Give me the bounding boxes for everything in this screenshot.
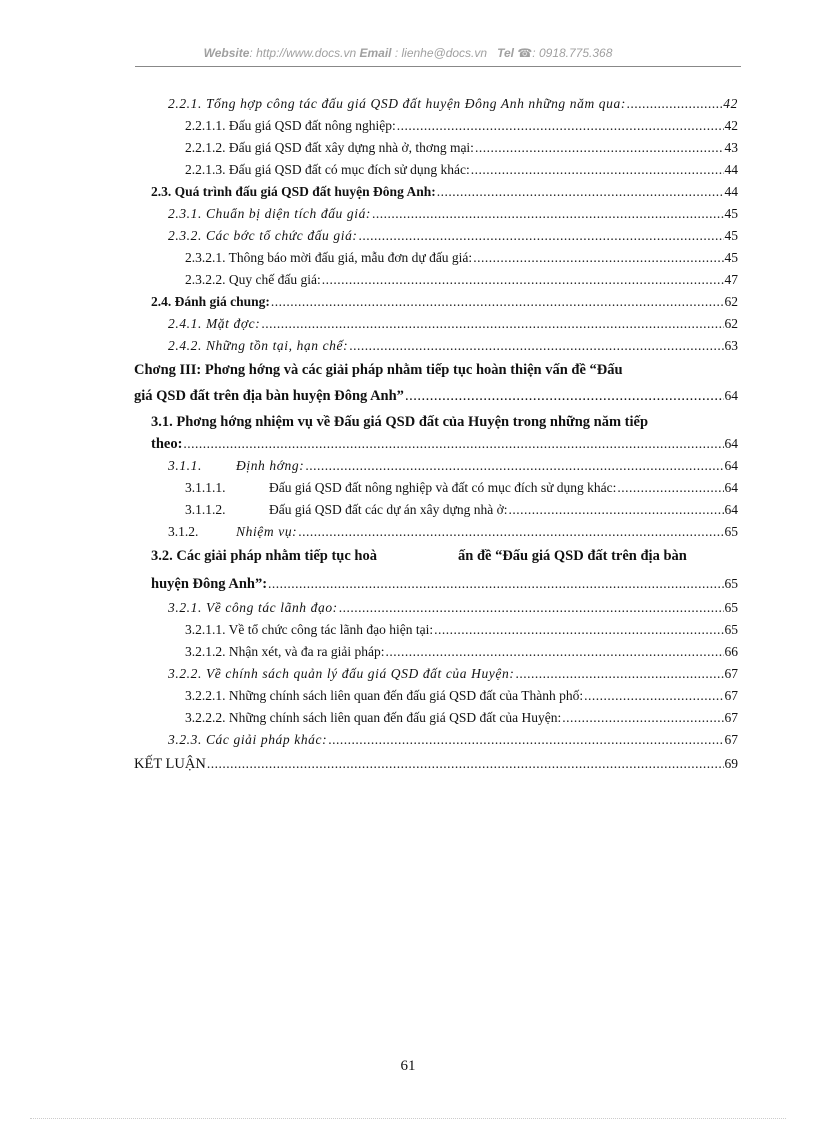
toc-entry: giá QSD đất trên địa bàn huyện Đông Anh” ..... 64 [134,388,738,405]
toc-entry: KẾT LUẬN ..... 69 [134,756,738,773]
tel-value: : 0918.775.368 [532,46,613,60]
toc-entry: 2.4. Đánh giá chung: ..... 62 [151,294,738,310]
toc-entry: 2.3. Quá trình đấu giá QSD đất huyện Đông Anh: ..... 44 [151,184,738,200]
toc-section-line1: 3.2. Các giải pháp nhằm tiếp tục hoà [151,548,377,564]
toc-entry: theo: ..... 64 [151,436,738,453]
toc-entry: huyện Đông Anh”: ..... 65 [151,576,738,593]
toc-section-line1: 3.1. Phơng hớng nhiệm vụ về Đấu giá QSD đất của Huyện trong những năm tiếp [151,414,649,430]
toc-entry: 2.3.2.2. Quy chế đấu giá: ..... 47 [185,272,738,288]
toc-entry: 3.2.1.1. Về tổ chức công tác lãnh đạo hiện tại: ..... 65 [185,622,738,638]
toc-entry: 3.2.2. Về chính sách quản lý đấu giá QSD đất của Huyện: ..... 67 [168,666,738,682]
website-value: : http://www.docs.vn [249,46,357,60]
toc-entry: 3.2.3. Các giải pháp khác: ..... 67 [168,732,738,748]
toc-entry: 3.2.1.2. Nhận xét, và đa ra giải pháp: ..... 66 [185,644,738,660]
toc-entry: 2.4.1. Mặt đợc: ..... 62 [168,316,738,332]
footer-rule [30,1118,786,1119]
toc-entry: 2.3.2. Các bớc tổ chức đấu giá: ..... 45 [168,228,738,244]
toc-chapter-line1: Chơng III: Phơng hớng và các giải pháp nhằm tiếp tục hoàn thiện vấn đề “Đấu [134,362,623,378]
email-label: Email [359,46,392,60]
toc-section-line1-cont: ấn đề “Đấu giá QSD đất trên địa bàn [458,548,687,564]
toc-entry: 3.1.1. Định hớng: ..... 64 [168,458,738,474]
toc-entry: 3.2.2.1. Những chính sách liên quan đến đấu giá QSD đất của Thành phố: ..... 67 [185,688,738,704]
toc-entry: 2.2.1.3. Đấu giá QSD đất có mục đích sử dụng khác: ..... 44 [185,162,738,178]
toc-entry: 2.2.1.2. Đấu giá QSD đất xây dựng nhà ở, thơng mại: ..... 43 [185,140,738,156]
page-number: 61 [400,1058,416,1074]
toc-entry: 2.3.1. Chuẩn bị diện tích đấu giá: ..... 45 [168,206,738,222]
toc-entry: 2.2.1.1. Đấu giá QSD đất nông nghiệp: ..... 42 [185,118,738,134]
tel-label: Tel [497,46,514,60]
toc-entry: 3.1.1.2. Đấu giá QSD đất các dự án xây dựng nhà ở: ..... 64 [185,502,738,518]
website-label: Website [203,46,250,60]
toc-entry: 3.1.2. Nhiệm vụ: ..... 65 [168,524,738,540]
toc-entry: 3.1.1.1. Đấu giá QSD đất nông nghiệp và đất có mục đích sử dụng khác: ..... 64 [185,480,738,496]
phone-icon: ☎ [517,46,533,60]
toc-entry: 3.2.2.2. Những chính sách liên quan đến đấu giá QSD đất của Huyện: ..... 67 [185,710,738,726]
toc-entry: 2.3.2.1. Thông báo mời đấu giá, mẫu đơn dự đấu giá: ..... 45 [185,250,738,266]
toc-entry: 2.4.2. Những tồn tại, hạn chế: ..... 63 [168,338,738,354]
toc-entry: 3.2.1. Về công tác lãnh đạo: ..... 65 [168,600,738,616]
email-value: : lienhe@docs.vn [391,46,488,60]
toc-entry: 2.2.1. Tổng hợp công tác đấu giá QSD đất huyện Đông Anh những năm qua: ..... 42 [168,96,738,112]
